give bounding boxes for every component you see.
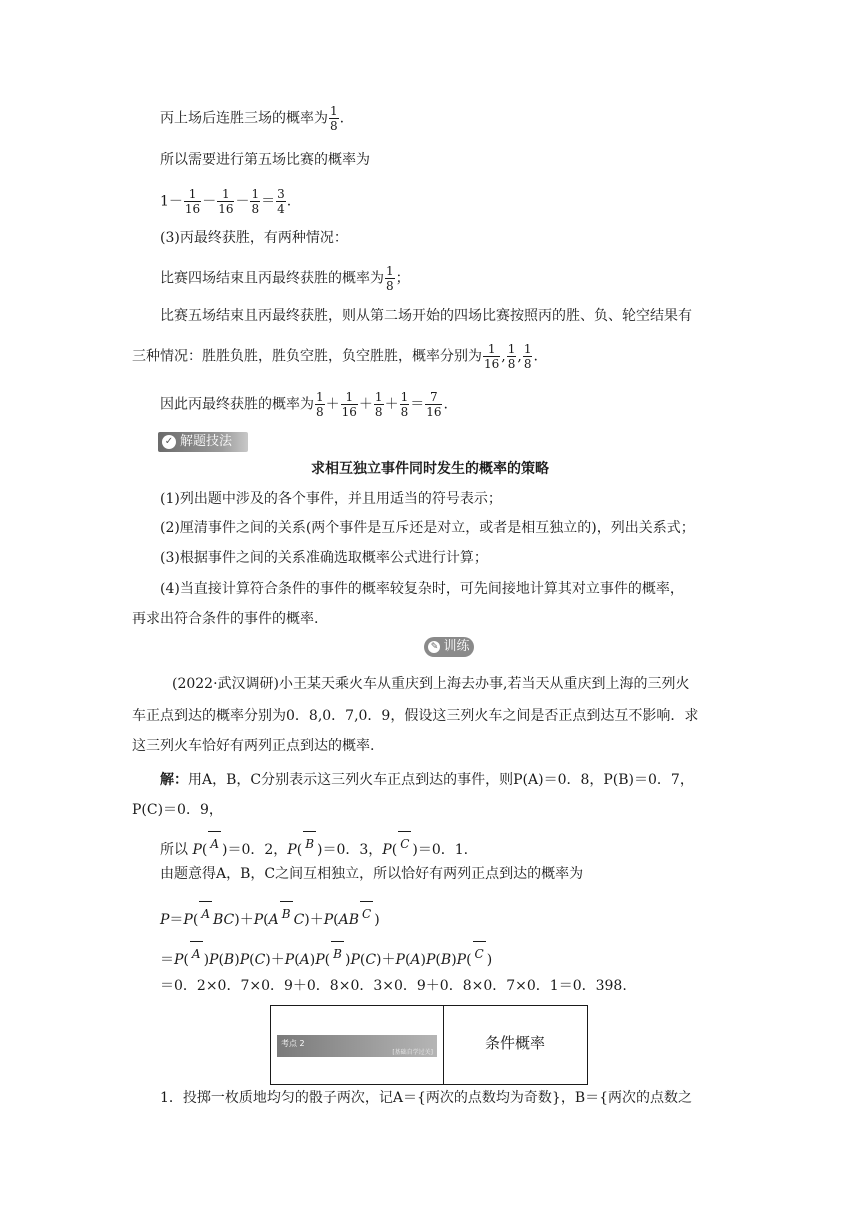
topic-box [270,1005,588,1085]
text-line: 丙上场后连胜三场的概率为 $\frac{1}{8}$ . [160,104,345,133]
text-line: 比赛五场结束且丙最终获胜，则从第二场开始的四场比赛按照丙的胜、负、轮空结果有 [160,308,692,324]
solution-line: 解：用A，B，C分别表示这三列火车正点到达的事件，则P(A)＝0．8，P(B)＝0．7， [160,772,694,788]
question-line: 车正点到达的概率分别为0．8,0．7,0．9，假设这三列火车之间是否正点到达互不影响．求 [132,708,699,724]
method-item: 再求出符合条件的事件的概率. [132,611,319,627]
section-title: 求相互独立事件同时发生的概率的策略 [311,461,549,477]
formula-line: 所以 P( A )＝0．2，P( B )＝0．3，P( C )＝0．1. [160,834,468,860]
topic-tag: 考点 2 [基础自学过关] [277,1035,437,1057]
text-line: 所以需要进行第五场比赛的概率为 [160,152,370,168]
method-item: (4)当直接计算符合条件的事件的概率较复杂时，可先间接地计算其对立事件的概率， [160,581,684,597]
formula-line: ＝0．2×0．7×0．9＋0．8×0．3×0．9＋0．8×0．7×0．1＝0．398. [160,978,627,994]
method-item: (2)厘清事件之间的关系(两个事件是互斥还是对立，或者是相互独立的)，列出关系式； [160,520,695,536]
fraction: $\frac{1}{8}$ [330,104,338,133]
formula-line: 因此丙最终获胜的概率为 $\frac{1}{8}$ ＋ $\frac{1}{16}$ ＋ $\frac{1}{8}$ ＋ $\frac{1}{8}$ ＝ $\frac{7}{16}$ . [160,390,448,419]
formula-line: 1－ $\frac{1}{16}$ － $\frac{1}{16}$ － $\frac{1}{8}$ ＝ $\frac{3}{4}$ . [160,187,292,216]
method-item: (1)列出题中涉及的各个事件，并且用适当的符号表示； [160,491,502,507]
question-line: 1．投掷一枚质地均匀的骰子两次，记A＝{两次的点数均为奇数}，B＝{两次的点数之 [160,1090,693,1106]
pencil-icon: ✎ [428,641,440,653]
question-line: (2022·武汉调研)小王某天乘火车从重庆到上海去办事,若当天从重庆到上海的三列火 [172,676,690,692]
training-badge: ✎ 训练 [424,637,474,657]
method-badge: ✓ 解题技法 [158,432,248,452]
solution-line: P(C)＝0．9， [132,802,223,818]
text-line: 比赛四场结束且丙最终获胜的概率为 $\frac{1}{8}$ ； [160,264,410,293]
text-line: (3)丙最终获胜，有两种情况： [160,230,348,246]
formula-line: ＝P( A )P(B)P(C)＋P(A)P( B )P(C)＋P(A)P(B)P( C ) [160,944,492,970]
solution-line: 由题意得A，B，C之间互相独立，所以恰好有两列正点到达的概率为 [160,866,584,882]
text-line: 三种情况：胜胜负胜，胜负空胜，负空胜胜，概率分别为 $\frac{1}{16}$ , $\frac{1}{8}$ , $\frac{1}{8}$ . [132,342,538,371]
method-item: (3)根据事件之间的关系准确选取概率公式进行计算； [160,550,488,566]
question-line: 这三列火车恰好有两列正点到达的概率. [132,738,375,754]
formula-line: P＝P( A BC)＋P(A B C)＋P(AB C ) [160,904,380,930]
check-icon: ✓ [162,435,176,449]
topic-title: 条件概率 [484,1034,545,1052]
